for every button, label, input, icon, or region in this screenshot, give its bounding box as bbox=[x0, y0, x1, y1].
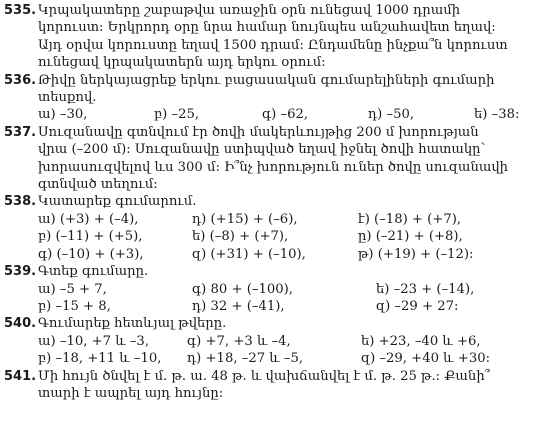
problem-title: Գտեք գումարը. bbox=[38, 264, 149, 280]
exercise-item: դ) +18, –27 և –5, bbox=[187, 351, 304, 367]
problem-number: 537. bbox=[4, 124, 37, 140]
exercise-grid bbox=[38, 281, 541, 316]
answer-options bbox=[38, 106, 541, 123]
exercise-item: դ) 32 + (–41), bbox=[192, 298, 285, 314]
exercise-item: գ) 80 + (–100), bbox=[192, 281, 293, 297]
problem-539 bbox=[4, 263, 541, 315]
exercise-item: զ) –29, +40 և +30: bbox=[361, 351, 491, 367]
exercise-item: ե) –23 + (–14), bbox=[376, 281, 475, 297]
option-item: դ) –50, bbox=[368, 107, 415, 123]
problem-number: 539. bbox=[4, 264, 37, 280]
problem-536 bbox=[4, 72, 541, 124]
problem-title: Գումարեք հետևյալ թվերը. bbox=[38, 316, 227, 332]
exercise-item: ե) +23, –40 և +6, bbox=[361, 333, 481, 349]
option-item: բ) –25, bbox=[154, 107, 200, 123]
exercise-item: գ) +7, +3 և –4, bbox=[187, 333, 291, 349]
text-line: Սուզանավը գտնվում էր ծովի մակերևույթից 200 մ խորության bbox=[38, 124, 479, 140]
exercise-item: զ) (+31) + (–10), bbox=[192, 246, 306, 262]
exercise-item: ա) (+3) + (–4), bbox=[38, 211, 139, 227]
exercise-item: բ) –18, +11 և –10, bbox=[38, 351, 162, 367]
problem-text bbox=[38, 368, 541, 403]
exercise-item: գ) (–10) + (+3), bbox=[38, 246, 144, 262]
exercise-item: ա) –10, +7 և –3, bbox=[38, 333, 150, 349]
exercise-item: բ) (–11) + (+5), bbox=[38, 229, 143, 245]
problem-number: 540. bbox=[4, 316, 37, 332]
problem-text bbox=[38, 72, 541, 107]
exercise-item: բ) –15 + 8, bbox=[38, 298, 111, 314]
problem-number: 538. bbox=[4, 194, 37, 210]
problem-535 bbox=[4, 2, 541, 72]
exercise-item: ա) –5 + 7, bbox=[38, 281, 107, 297]
exercise-item: ը) (–21) + (+8), bbox=[358, 229, 463, 245]
option-item: ե) –38: bbox=[474, 107, 520, 123]
text-line: Կրպակատերը շաբաթվա առաջին օրն ունեցավ 1000 դրամի bbox=[38, 3, 461, 18]
text-line: Թիվը ներկայացրեք երկու բացասական գումարելիների գումարի bbox=[38, 72, 495, 88]
text-line: տեսքով. bbox=[38, 90, 97, 106]
text-line: խորասուզվելով ևս 300 մ: Ի՞նչ խորություն ուներ ծովը սուզանավի bbox=[38, 159, 509, 175]
text-line: ունեցավ կրպակատերն այդ երկու օրում: bbox=[38, 55, 326, 71]
problem-text bbox=[38, 2, 541, 72]
exercise-item: թ) (+19) + (–12): bbox=[358, 246, 474, 262]
exercise-grid bbox=[38, 211, 541, 263]
problem-title: Կատարեք գումարում. bbox=[38, 194, 197, 210]
text-line: Այդ օրվա կորուստը եղավ 1500 դրամ: Ընդամենը ինչքա՞ն կորուստ bbox=[38, 37, 508, 53]
problem-number: 535. bbox=[4, 3, 37, 18]
option-item: ա) –30, bbox=[38, 107, 88, 123]
problem-number: 536. bbox=[4, 72, 37, 88]
textbook-page bbox=[4, 2, 541, 402]
option-item: գ) –62, bbox=[262, 107, 309, 123]
problem-text bbox=[38, 124, 541, 194]
exercise-item: զ) –29 + 27: bbox=[376, 298, 459, 314]
text-line: տարի է ապրել այդ հույնը: bbox=[38, 385, 224, 401]
text-line: Մի հույն ծնվել է մ. թ. ա. 48 թ. և վախճանվել է մ. թ. 25 թ.: Քանի՞ bbox=[38, 368, 490, 384]
text-line: կորուստ: Երկրորդ օրը նրա համար նույնպես անշահավետ եղավ: bbox=[38, 20, 496, 36]
exercise-grid bbox=[38, 333, 541, 368]
text-line: վրա (–200 մ): Սուզանավը ստիպված եղավ իջնել ծովի հատակը՝ bbox=[38, 142, 486, 158]
exercise-item: ե) (–8) + (+7), bbox=[192, 229, 289, 245]
text-line: գտնված տեղում: bbox=[38, 177, 158, 193]
problem-537 bbox=[4, 124, 541, 194]
problem-number: 541. bbox=[4, 368, 37, 384]
problem-538 bbox=[4, 193, 541, 263]
exercise-item: դ) (+15) + (–6), bbox=[192, 211, 298, 227]
problem-541 bbox=[4, 368, 541, 403]
exercise-item: է) (–18) + (+7), bbox=[358, 211, 462, 227]
problem-540 bbox=[4, 315, 541, 367]
